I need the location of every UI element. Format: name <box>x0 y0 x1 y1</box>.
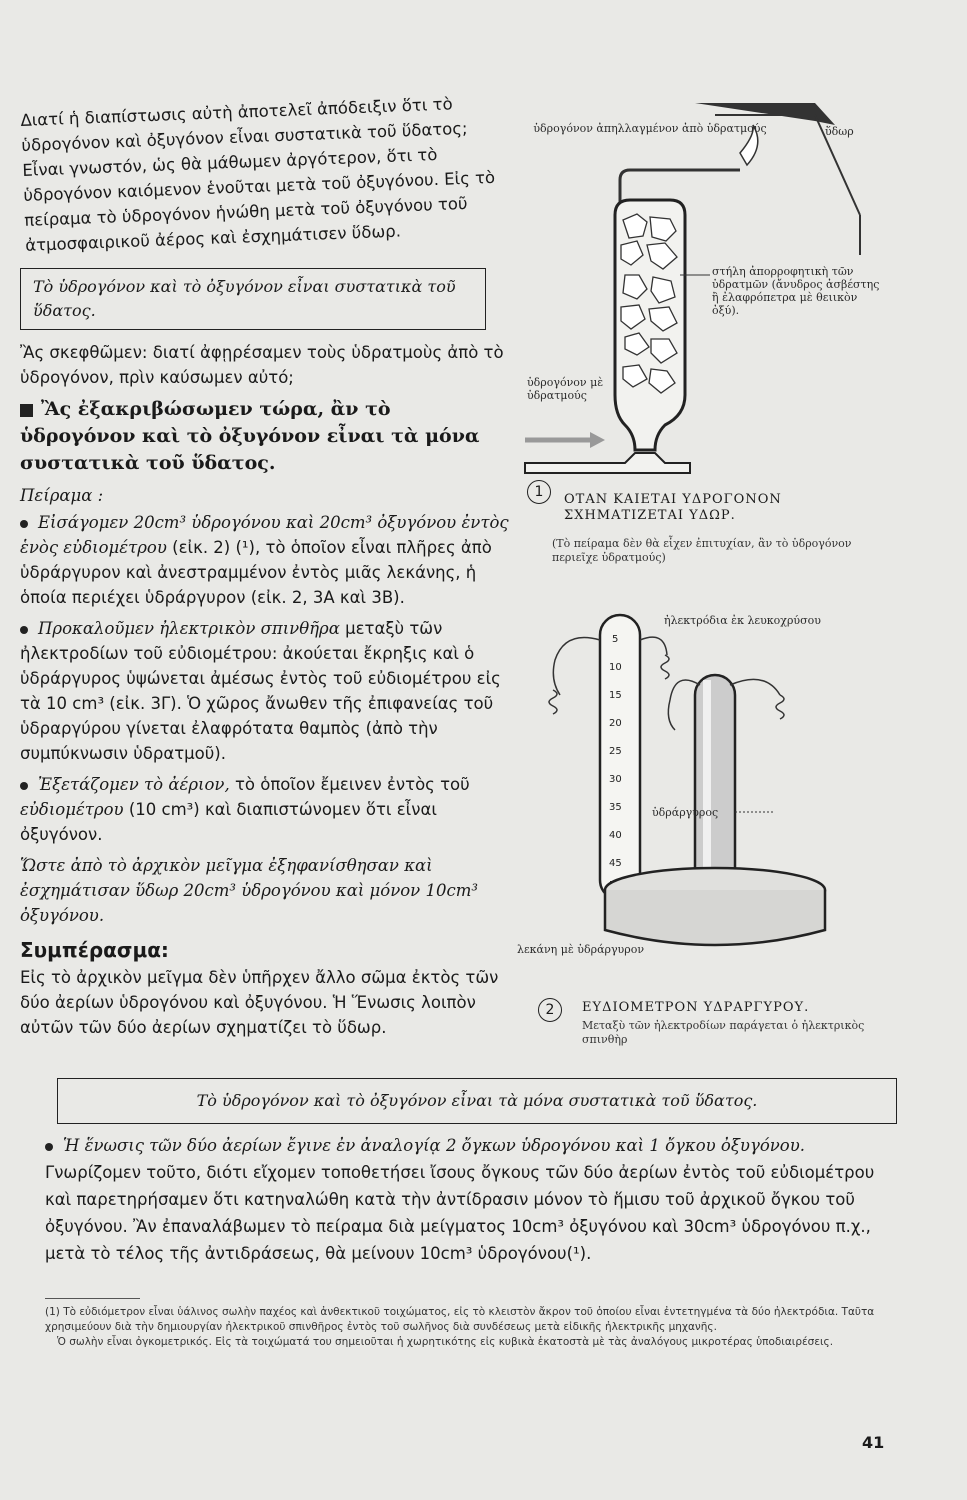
tick-label: 30 <box>609 774 622 785</box>
fig1-note: (Τὸ πείραμα δὲν θὰ εἶχεν ἐπιτυχίαν, ἂν τὸ ὑδρογόνον περιεῖχε ὑδρατμούς) <box>552 537 852 564</box>
experiment-heading-text: Ἂς ἐξακριβώσωμεν τώρα, ἂν τὸ ὑδρογόνον καὶ τὸ ὀξυγόνον εἶναι τὰ μόνα συστατικὰ τοῦ ὕδατος. <box>20 398 480 474</box>
result-paragraph: Ὥστε ἀπὸ τὸ ἀρχικὸν μεῖγμα ἐξηφανίσθησαν καὶ ἐσχημάτισαν ὕδωρ 20cm³ ὑδρογόνου καὶ μόνον 10cm³ ὀξυγόνου. <box>20 856 478 925</box>
coil-icon <box>549 690 557 714</box>
fig2-label-electrodes: ἠλεκτρόδια ἐκ λευκοχρύσου <box>664 614 821 627</box>
inlet-tube <box>525 453 690 473</box>
step-3-italic-b: εὐδιομέτρου <box>20 800 124 819</box>
electrode-wire-right <box>640 637 667 655</box>
fig1-caption: ΟΤΑΝ ΚΑΙΕΤΑΙ ΥΔΡΟΓΟΝΟΝ ΣΧΗΜΑΤΙΖΕΤΑΙ ΥΔΩΡ. <box>564 492 782 523</box>
step-3 <box>20 772 512 847</box>
square-bullet-icon <box>20 404 33 417</box>
key-statement-box: Τὸ ὑδρογόνον καὶ τὸ ὀξυγόνον εἶναι συστατικὰ τοῦ ὕδατος. <box>20 268 486 330</box>
conclusion-title: Συμπέρασμα: <box>20 938 169 962</box>
fig2-label-mercury: ὑδράργυρος <box>652 806 719 819</box>
tick-label: 35 <box>609 802 622 813</box>
figure-2-drawing <box>525 600 865 950</box>
tick-label: 15 <box>609 690 622 701</box>
electrode-wire <box>730 679 780 695</box>
arrow-head-icon <box>590 432 605 448</box>
bullet-icon <box>20 626 28 634</box>
electrode-wire-left <box>553 638 600 696</box>
fig1-label-water: ὕδωρ <box>825 125 854 138</box>
fig1-label-top: ὑδρογόνον ἀπηλλαγμένον ἀπὸ ὑδρατμούς <box>533 122 767 135</box>
step-1-italic: Εἰσάγομεν 20cm³ ὑδρογόνου καὶ 20cm³ ὀξυγόνου ἐντὸς ἑνὸς εὐδιομέτρου <box>20 513 509 557</box>
key-statement-box-2: Τὸ ὑδρογόνον καὶ τὸ ὀξυγόνον εἶναι τὰ μόνα συστατικὰ τοῦ ὕδατος. <box>57 1078 897 1124</box>
coil-icon <box>776 695 784 719</box>
tick-label: 5 <box>612 634 619 645</box>
bullet-icon <box>20 520 28 528</box>
step-3-text-b: (10 cm³) καὶ διαπιστώνομεν ὅτι εἶναι ὀξυγόνον. <box>20 800 437 844</box>
fig2-note: Μεταξὺ τῶν ἠλεκτροδίων παράγεται ὁ ἠλεκτρικὸς σπινθὴρ <box>582 1019 865 1046</box>
tick-label: 40 <box>609 830 622 841</box>
intro-paragraph: Διατί ἡ διαπίστωσις αὐτὴ ἀποτελεῖ ἀπόδειξιν ὅτι τὸ ὑδρογόνον καὶ ὀξυγόνον εἶναι συστατικὰ τοῦ ὕδατος; Εἶναι γνωστόν, ὡς θὰ μάθωμεν ἀργότερον, ὅτι τὸ ὑδρογόνον καιόμενον ἑνοῦται μετὰ τοῦ ὀξυγόνου. Εἰς τὸ πείραμα τὸ ὑδρογόνον ἡνώθη μετὰ τοῦ ὀξυγόνου τοῦ ἀτμοσφαιρικοῦ ἀέρος καὶ ἐσχημάτισεν ὕδωρ. <box>20 94 496 255</box>
fig1-label-column: στήλη ἀπορροφητικὴ τῶν ὑδρατμῶν (ἄνυδρος ἀσβέστης ἢ ἐλαφρόπετρα μὲ θειικὸν ὀξύ). <box>712 265 880 317</box>
tick-label: 45 <box>609 858 622 869</box>
tick-label: 20 <box>609 718 622 729</box>
bullet-icon <box>45 1143 53 1151</box>
tube-highlight <box>703 680 711 895</box>
mercury-basin <box>605 890 825 945</box>
tick-label: 10 <box>609 662 622 673</box>
footnote-1: (1) Τὸ εὐδιόμετρον εἶναι ὑάλινος σωλὴν παχέος καὶ ἀνθεκτικοῦ τοιχώματος, εἰς τὸ κλειστὸν ἄκρον τοῦ ὁποίου εἶναι ἐντετηγμένα τὰ δύο ἠλεκτρόδια. Ταῦτα χρησιμεύουν διὰ τὴν δημιουργίαν ἠλεκτρικοῦ σπινθῆρος ἐντὸς τοῦ σωλῆνος διὰ συνδέσεως μετὰ εἰδικῆς ἠλεκτρικῆς μηχανῆς. <box>45 1306 875 1333</box>
step-3-italic: Ἐξετάζομεν τὸ ἀέριον, <box>38 775 230 794</box>
conclusion-text: Εἰς τὸ ἀρχικὸν μεῖγμα δὲν ὑπῆρχεν ἄλλο σῶμα ἐκτὸς τῶν δύο ἀερίων ὑδρογόνου καὶ ὀξυγόνου. Ἡ Ἕνωσις λοιπὸν αὐτῶν τῶν δύο ἀερίων σχηματίζει τὸ ὕδωρ. <box>20 968 499 1037</box>
step-2-italic: Προκαλοῦμεν ἠλεκτρικὸν σπινθῆρα <box>38 619 340 638</box>
fig2-label-basin: λεκάνη μὲ ὑδράργυρον <box>517 943 645 956</box>
fig2-caption: ΕΥΔΙΟΜΕΤΡΟΝ ΥΔΡΑΡΓΥΡΟΥ. <box>582 1000 810 1015</box>
step-2-text: μεταξὺ τῶν ἠλεκτροδίων τοῦ εὐδιομέτρου: ἀκούεται ἔκρηξις καὶ ὁ ὑδράργυρος ὑψώνεται ἀμέσως ἐντὸς τοῦ εὐδιομέτρου εἰς τὰ 10 cm³ (εἰκ. 3Γ). Ὁ χῶρος ἄνωθεν τῆς ἐπιφανείας τοῦ ὑδραργύρου γίνεται ἐλαφρότατα θαμπὸς (ἀπὸ τὴν συμπύκνωσιν ὑδρατμοῦ). <box>20 619 501 763</box>
step-1 <box>20 510 512 610</box>
mercury-tube <box>695 675 735 900</box>
question-paragraph: Ἂς σκεφθῶμεν: διατί ἀφῃρέσαμεν τοὺς ὑδρατμοὺς ἀπὸ τὸ ὑδρογόνον, πρὶν καύσωμεν αὐτό; <box>20 343 504 387</box>
tick-label: 25 <box>609 746 622 757</box>
step-2 <box>20 616 512 766</box>
footnote-2: Ὁ σωλὴν εἶναι ὀγκομετρικός. Εἰς τὰ τοιχώματά του σημειοῦται ἡ χωρητικότης εἰς κυβικὰ ἑκατοστὰ μὲ τὰς ἀναλόγους μικροτέρας ὑποδιαιρέσεις. <box>57 1336 834 1348</box>
bottom-italic: Ἡ ἕνωσις τῶν δύο ἀερίων ἔγινε ἐν ἀναλογίᾳ 2 ὄγκων ὑδρογόνου καὶ 1 ὄγκου ὀξυγόνου. <box>63 1136 805 1155</box>
fig1-label-inlet: ὑδρογόνον μὲ ὑδρατμούς <box>527 376 604 402</box>
experiment-label: Πείραμα : <box>20 486 104 505</box>
bullet-icon <box>20 782 28 790</box>
coil-icon <box>661 655 669 679</box>
footnote-rule <box>45 1298 140 1299</box>
left-column <box>20 94 512 1046</box>
bottom-paragraph <box>45 1132 885 1267</box>
experiment-heading <box>20 396 512 477</box>
bottom-text: Γνωρίζομεν τοῦτο, διότι εἴχομεν τοποθετήσει ἴσους ὄγκους τῶν δύο ἀερίων ἐντὸς τοῦ εὐδιομέτρου καὶ παρετηρήσαμεν ὅτι κατηναλώθη κατὰ τὴν ἀντίδρασιν μόνον τὸ ἥμισυ τοῦ ἀρχικοῦ ὄγκου τοῦ ὀξυγόνου. Ἂν ἐπαναλάβωμεν τὸ πείραμα διὰ μείγματος 10cm³ ὀξυγόνου καὶ 30cm³ ὑδρογόνου π.χ., μετὰ τὸ τέλος τῆς ἀντιδράσεως, θὰ μείνουν 10cm³ ὑδρογόνου(¹). <box>45 1163 875 1263</box>
footnotes <box>45 1305 885 1350</box>
fig1-number: 1 <box>527 480 551 504</box>
step-3-text-a: τὸ ὁποῖον ἔμεινεν ἐντὸς τοῦ <box>234 775 470 794</box>
page-number: 41 <box>862 1433 885 1452</box>
step-1-text: (εἰκ. 2) (¹), τὸ ὁποῖον εἶναι πλῆρες ἀπὸ ὑδράργυρον καὶ ἀνεστραμμένον ἐντὸς μιᾶς λεκάνης, ἡ ὁποία περιέχει ὑδράργυρον (εἰκ. 2, 3Α καὶ 3Β). <box>20 538 492 607</box>
fig2-number: 2 <box>538 998 562 1022</box>
